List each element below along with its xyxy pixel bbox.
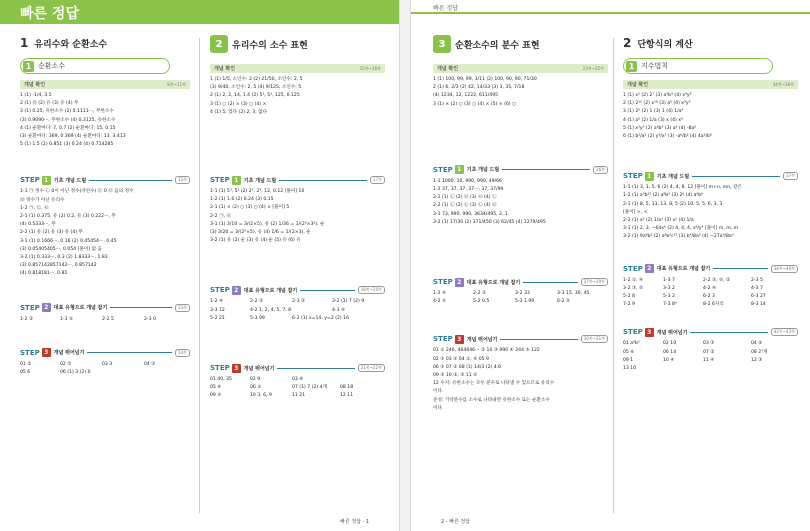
- answer-line: 3-1 (1) 3/10 = 3/(2×5), 유 (2) 1/36 = 1/(2²×3²), 순: [210, 221, 325, 227]
- section-title: 지수법칙: [641, 62, 669, 70]
- answer-row: [623, 340, 798, 348]
- answer-line: 2 (1) 6, 2/3 (2) 42, 14/33 (3) 3, 35, 7/18: [433, 85, 525, 91]
- step-rule: [523, 282, 577, 283]
- answer-cell: 4-3 ④: [332, 307, 346, 313]
- step-rule: [277, 368, 354, 369]
- answer-row: [623, 357, 798, 365]
- step2-heading: [210, 285, 385, 295]
- answer-row: [623, 277, 798, 285]
- step-rule: [110, 307, 172, 308]
- answer-row: [433, 298, 608, 306]
- answer-line: 1-1 ㉠ 정수 ㉡ 0이 아닌 정수(자연수) ㉢ 0 ㉣ 음의 정수: [20, 189, 134, 195]
- step-number: 3: [42, 348, 51, 357]
- chapter-heading: [20, 34, 190, 52]
- answer-cell: 05 6: [20, 370, 31, 376]
- step2-answers: [433, 290, 608, 306]
- right-header-title: 빠른 정답: [433, 5, 459, 12]
- concept-answers: [433, 76, 608, 109]
- answer-line: 06 ③ 07 ② 08 (1) 14/3 (2) 4.6̇: [433, 364, 502, 370]
- step1-answers: [210, 188, 385, 245]
- answer-line: 3 (1) × (2) ○ (3) ○ (4) × (5) × (6) ○: [433, 101, 517, 107]
- step-word: STEP: [623, 328, 643, 337]
- answer-cell: 06 14: [663, 349, 677, 355]
- step-title: 기초 개념 드릴: [466, 167, 500, 174]
- answer-cell: 4-2 ④: [703, 285, 717, 291]
- answer-line: 5 (1) 1.5̇ (2) 0.8̇5̇1̇ (3) 0.2̇4̇ (4) 0.7̇1̇4̇28̇5̇: [20, 142, 114, 148]
- step-rule: [500, 339, 577, 340]
- step-word: STEP: [20, 348, 40, 357]
- step-pages: 18쪽~20쪽: [358, 286, 385, 294]
- step-pages: 37쪽: [783, 172, 798, 180]
- answer-cell: 12 ③: [751, 357, 763, 363]
- step-pages: 17쪽: [370, 176, 385, 184]
- step-title: 개념 뛰어넘기: [466, 336, 498, 343]
- answer-cell: 6-2 (1) x=14, y=2 (2) 16: [292, 315, 350, 321]
- column-divider: [613, 38, 614, 513]
- answer-cell: 1-3 7: [663, 277, 675, 283]
- section-number: 1: [626, 61, 637, 72]
- step-number: 2: [232, 286, 241, 295]
- column-a: [20, 34, 190, 377]
- step-title: 대표 유형으로 개념 잡기: [466, 279, 521, 286]
- step-pages: 42쪽~43쪽: [771, 328, 798, 336]
- answer-cell: 3-3 12: [210, 307, 225, 313]
- answer-cell: 07 (1) 7 (2) 4개: [292, 385, 327, 391]
- step2-answers: [623, 277, 798, 310]
- answer-line: 3-2 (1) 17/30 (2) 371/450 (3) 62/45 (4) 1279/495: [433, 219, 546, 225]
- step2-answers: [20, 316, 190, 324]
- answer-line: 3-2 (1) 0.333···, 0.3̇ (2) 1.8333···, 1.83̇: [20, 255, 108, 261]
- concept-check-bar: [623, 80, 798, 89]
- step-pages: 26쪽: [593, 166, 608, 174]
- answer-row: [210, 298, 385, 306]
- answer-line: 1-1 (1) 3, 1, 5, 6 (2) 4, 4, 8, 12 [풀이] m+n, mn, 같은: [623, 185, 742, 191]
- chapter-heading: [210, 34, 385, 54]
- header-rule: [411, 12, 810, 14]
- page-footer: 2 - 빠른 정답: [441, 519, 471, 525]
- answer-line: (4) 1234, 12, 1222, 611/495: [433, 93, 499, 99]
- right-page: [411, 0, 810, 531]
- step3-heading: [210, 363, 385, 373]
- step-rule: [300, 290, 354, 291]
- answer-line: 2 (1) 2, 2, 14, 1.4 (2) 5³, 5³, 125, 0.125: [210, 93, 300, 99]
- step-rule: [279, 180, 367, 181]
- answer-cell: 11 ④: [703, 357, 715, 363]
- step3-answers: [210, 376, 385, 401]
- answer-line: 2-1 (1) ㉡ (2) ㉣ (3) ㉣ (4) ㉡: [433, 195, 497, 201]
- answer-cell: 3-2 33: [515, 291, 530, 297]
- step-number: 1: [232, 176, 241, 185]
- step-pages: 14쪽: [175, 349, 190, 357]
- answer-line: 1-2 ㉠, ㉢, ㉣: [20, 205, 49, 211]
- answer-cell: 12 11: [340, 393, 354, 399]
- answer-cell: 13 10: [623, 366, 637, 372]
- answer-line: 2-1 (1) × (2) ○ (3) ○ (4) × [풀이] 5: [210, 205, 290, 211]
- answer-cell: 3-3 2: [663, 285, 675, 291]
- answer-line: 2-1 (1) 0.375, 유 (2) 0.2, 유 (3) 0.222···, 무: [20, 214, 116, 220]
- answer-cell: 4-2 1, 2, 4, 5, 7, 8: [250, 307, 292, 313]
- step1-heading: [20, 175, 190, 185]
- step-rule: [89, 180, 172, 181]
- step-title: 기초 개념 드릴: [243, 177, 277, 184]
- step1-answers: [623, 184, 798, 241]
- step3-answers: [623, 340, 798, 373]
- step-word: STEP: [433, 278, 453, 287]
- answer-cell: 02 10: [663, 341, 677, 347]
- answer-line: 2-2 (1) 유 (2) 유 (3) 유 (4) 무: [20, 230, 83, 236]
- step-title: 개념 뛰어넘기: [243, 365, 275, 372]
- answer-row: [210, 315, 385, 323]
- answer-line: 3-1 (1) 0.1666···, 0.16̇ (2) 0.45454···, 0.4̇5̇: [20, 238, 117, 244]
- answer-cell: 1-2 ④: [433, 291, 447, 297]
- answer-cell: 07 ②: [703, 349, 715, 355]
- step-pages: 12쪽: [175, 176, 190, 184]
- answer-cell: 05 ④: [210, 385, 222, 391]
- answer-line: 3-1 73, 990, 990, 3634/495, 2, 1: [433, 211, 508, 217]
- step-number: 2: [645, 264, 654, 273]
- chapter-title: 단항식의 계산: [637, 39, 693, 50]
- answer-line: 2-2 (1) x² (2) 1/a³ (3) x² (4) 1/a: [623, 218, 694, 224]
- answer-cell: 4-3 7: [751, 285, 763, 291]
- concept-check-bar: [20, 80, 190, 89]
- answer-cell: 06 ①: [250, 385, 262, 391]
- answer-cell: 02 9: [250, 377, 261, 383]
- answer-cell: 2-2 ③, ⑤, ②: [703, 277, 731, 283]
- step-number: 2: [42, 303, 51, 312]
- section-heading: [623, 58, 773, 74]
- answer-line: ㉤ 정수가 아닌 유리수: [20, 197, 65, 203]
- chapter-heading: [433, 34, 608, 54]
- answer-row: [210, 307, 385, 315]
- column-divider: [199, 38, 200, 513]
- step-pages: 27쪽~29쪽: [581, 278, 608, 286]
- answer-line: 1-2 37, 37, 37, 37···, 37, 37/99: [433, 187, 504, 193]
- answer-cell: 2-3 5: [751, 277, 763, 283]
- chapter-number-box: [433, 35, 451, 53]
- answer-cell: 5-3 1.0̇9̇: [515, 299, 535, 305]
- step-word: STEP: [20, 303, 40, 312]
- chapter-title: 유리수의 소수 표현: [232, 40, 308, 51]
- answer-line: 1-1 1000, 10, 990, 990, 49/66: [433, 178, 502, 184]
- answer-cell: 03 3: [102, 361, 113, 367]
- answer-cell: 2-2 5: [102, 316, 114, 322]
- chapter-title: 순환소수의 분수 표현: [455, 40, 540, 51]
- answer-cell: 5-2 0.5̇: [473, 299, 490, 305]
- step-rule: [690, 332, 767, 333]
- answer-cell: 5-2 8: [623, 294, 635, 300]
- answer-line: 12 수지: 유한소수는 모두 분수로 나타낼 수 있으므로 유리수: [433, 381, 555, 387]
- answer-line: 1-1 (1) 5³, 5³ (2) 2², 2², 12, 0.12 [풀이] 10: [210, 189, 305, 195]
- answer-line: 2-2 (1) ㉡ (2) ㉢ (3) ㉡ (4) ㉣: [433, 203, 497, 209]
- step-title: 개념 뛰어넘기: [656, 329, 688, 336]
- answer-line: 1-2 (1) 1.6 (2) 0.24 (3) 0.15: [210, 197, 274, 203]
- answer-line: 1 (1) x⁵ (2) 2⁷ (3) a⁹b⁴ (4) x⁴y⁵: [623, 93, 692, 98]
- answer-line: 3 (1) ○ (2) × (3) ○ (4) ×: [210, 101, 267, 107]
- answer-line: 01 ① 246, 464646··· ② 10 ③ 990 ④ 244 ⑤ 122: [433, 348, 540, 354]
- answer-cell: 1-3 ⑤: [60, 316, 74, 322]
- answer-line: 3-2 (1) 9a⁸b² (2) a⁶b³c¹⁵ (3) b⁴/8a³ (4) −27a⁹/8a³: [623, 234, 734, 240]
- step1-answers: [20, 188, 190, 278]
- step2-heading: [20, 303, 190, 313]
- answer-line: 4 (1) a⁶ (2) 1/a (3) x (4) x⁶: [623, 117, 683, 123]
- answer-line: (3) 0.9090···, 무한소수 (4) 0.3125, 유한소수: [20, 117, 116, 123]
- answer-line: 이다.: [433, 389, 444, 395]
- step-word: STEP: [623, 264, 643, 273]
- step-title: 기초 개념 드릴: [53, 177, 87, 184]
- step1-answers: [433, 178, 608, 227]
- book-gutter: [399, 0, 411, 531]
- answer-cell: 7-3 8⁴: [663, 302, 677, 308]
- concept-check-title: 개념 확인: [437, 66, 459, 72]
- answer-line: (4) 0.818181···, 0.8̇1̇: [20, 271, 68, 277]
- step-word: STEP: [210, 286, 230, 295]
- section-number: 1: [23, 61, 34, 72]
- step1-heading: [210, 175, 385, 185]
- answer-line: [풀이] >, <: [623, 209, 648, 215]
- answer-cell: 6-2 3: [703, 294, 715, 300]
- concept-check-title: 개념 확인: [214, 66, 236, 72]
- answer-row: [433, 290, 608, 298]
- answer-row: [20, 361, 190, 369]
- answer-cell: 05 ⑥: [623, 349, 635, 355]
- step2-heading: [433, 277, 608, 287]
- step-pages: 30쪽~31쪽: [581, 335, 608, 343]
- section-title: 순환소수: [38, 62, 66, 70]
- answer-cell: 10 ④: [663, 357, 675, 363]
- answer-row: [210, 384, 385, 392]
- chapter-heading: [623, 34, 798, 52]
- answer-line: 1 (1) 100, 99, 99, 3/11 (2) 100, 90, 90, 71/30: [433, 77, 537, 82]
- answer-cell: 8-3 14: [751, 302, 766, 308]
- answer-cell: 01 ②: [20, 361, 32, 367]
- answer-cell: 1-2 ②: [20, 316, 34, 322]
- answer-cell: 01 40, 35: [210, 377, 232, 383]
- answer-cell: 1-2 ①, ④: [623, 277, 644, 283]
- step-rule: [692, 176, 780, 177]
- section-heading: [20, 58, 170, 74]
- step-number: 1: [645, 172, 654, 181]
- answer-cell: 08 18: [340, 385, 354, 391]
- answer-line: 2-2 ㉠, ㉣: [210, 213, 232, 219]
- answer-cell: 02 ③: [60, 361, 72, 367]
- answer-line: 3-1 (1) 2, 3, −64x⁶ (2) 4, 4, 4, x⁸/y⁴ [풀이] m, m, m: [623, 226, 739, 232]
- concept-answers: [623, 92, 798, 141]
- chapter-title: 유리수와 순환소수: [34, 39, 108, 50]
- concept-answers: [20, 92, 190, 149]
- step-rule: [713, 268, 767, 269]
- step-title: 개념 뛰어넘기: [53, 350, 85, 357]
- step-number: 1: [455, 165, 464, 174]
- step2-answers: [210, 298, 385, 323]
- step-pages: 21쪽~22쪽: [358, 364, 385, 372]
- answer-cell: 6-3 27: [751, 294, 766, 300]
- concept-check-pages: 8쪽~11쪽: [167, 81, 186, 87]
- chapter-number: 2: [623, 36, 632, 50]
- answer-cell: 5-3 99: [250, 315, 265, 321]
- step-pages: 38쪽~40쪽: [771, 265, 798, 273]
- answer-line: 1 (1) -1/4, 3.5: [20, 93, 52, 98]
- answer-cell: 06 (1) 3 (2) 0: [60, 370, 91, 376]
- concept-check-pages: 23쪽~25쪽: [582, 65, 604, 71]
- concept-check-bar: [210, 64, 385, 73]
- step3-heading: [433, 334, 608, 344]
- page-footer: 빠른 정답 · 1: [340, 519, 369, 525]
- answer-cell: 03 ④: [292, 377, 304, 383]
- step-title: 대표 유형으로 개념 잡기: [656, 266, 711, 273]
- answer-row: [623, 301, 798, 309]
- step-rule: [502, 169, 590, 170]
- right-header-bar: [411, 0, 810, 14]
- answer-cell: 4-2 ⑤: [433, 299, 447, 305]
- step3-heading: [20, 348, 190, 358]
- left-header-bar: [0, 0, 399, 24]
- answer-line: 2 (1) 2¹⁰ (2) x¹⁸ (3) a⁶ (4) x⁹y⁵: [623, 101, 691, 107]
- answer-line: 3-2 (1) 유 (2) 순 (3) 유 (4) 순 (5) 유 (6) 유: [210, 238, 301, 244]
- answer-cell: 5-3 2: [663, 294, 675, 300]
- answer-row: [20, 316, 190, 324]
- step-number: 3: [232, 364, 241, 373]
- answer-line: (3) 0.857142857142···, 0.8̇57142̇: [20, 263, 97, 269]
- step-word: STEP: [433, 335, 453, 344]
- concept-check-title: 개념 확인: [627, 82, 649, 88]
- answer-cell: 09 1: [623, 357, 634, 363]
- answer-line: (3) 3/20 = 3/(2²×5), 유 (4) 1/6 = 1/(2×3), 순: [210, 230, 311, 236]
- step3-answers: [20, 361, 190, 377]
- answer-line: 6 (1) b²/a² (2) y⁹/x³ (3) -a⁶/b³ (4) 4a²/b⁶: [623, 134, 712, 140]
- answer-cell: 04 ③: [144, 361, 156, 367]
- chapter-number-box: [210, 35, 228, 53]
- answer-line: 5 (1) x³y³ (2) a⁶b⁹ (3) a⁴ (4) -8a⁶: [623, 125, 697, 131]
- answer-line: 4 (1) 5, 있다 (2) 2, 3, 없다: [210, 109, 268, 115]
- answer-line: (3) 0.05405405···, 0.0̇54̇ [풀이] 없 음: [20, 246, 102, 252]
- answer-line: 4 (1) 순환마디: 7, 0.7̇ (2) 순환마디: 15, 0.1̇5̇: [20, 125, 116, 131]
- chapter-number: 1: [20, 36, 29, 50]
- step-word: STEP: [210, 176, 230, 185]
- answer-row: [210, 376, 385, 384]
- step-title: 기초 개념 드릴: [656, 173, 690, 180]
- answer-cell: 5-2 21: [210, 315, 225, 321]
- step2-heading: [623, 264, 798, 274]
- answer-cell: 2-2 ③: [250, 299, 264, 305]
- answer-line: 2-1 (1) 8, 5, 13, 13, 8, 5 (2) 10, 5, 5, 6, 3, 3: [623, 201, 723, 207]
- answer-cell: 1-2 ④: [210, 299, 224, 305]
- concept-check-bar: [433, 64, 608, 73]
- answer-cell: 7-2 9: [623, 302, 635, 308]
- answer-line: 09 ③ 10 ②, ③ 11 ⑤: [433, 373, 478, 379]
- step-word: STEP: [210, 364, 230, 373]
- step-rule: [87, 352, 172, 353]
- answer-line: 3 (1) 0.25, 유한소수 (2) 0.1111···, 무한소수: [20, 109, 114, 115]
- concept-answers: [210, 76, 385, 117]
- step-number: 3: [645, 328, 654, 337]
- step-word: STEP: [623, 172, 643, 181]
- step-title: 대표 유형으로 개념 잡기: [243, 287, 298, 294]
- concept-check-pages: 34쪽~36쪽: [772, 81, 794, 87]
- step1-heading: [623, 171, 798, 181]
- answer-cell: 10 3, 6, 9: [250, 393, 272, 399]
- answer-cell: 3-3 15, 30, 45: [557, 291, 590, 297]
- concept-check-title: 개념 확인: [24, 82, 46, 88]
- column-c: [433, 34, 608, 413]
- answer-line: 이다.: [433, 405, 444, 411]
- answer-cell: 8-2 6자리: [703, 302, 724, 308]
- answer-line: (3) 순환마디: 369, 0.3̇6̇9̇ (4) 순환마디: 13, 3.4̇1̇3̇: [20, 134, 126, 140]
- left-page: [0, 0, 399, 531]
- answer-line: 3 (1) 2⁵ (2) 1 (3) 1 (4) 1/a⁴: [623, 109, 684, 115]
- column-d: [623, 34, 798, 373]
- step-title: 대표 유형으로 개념 잡기: [53, 305, 108, 312]
- step-pages: 13쪽: [175, 304, 190, 312]
- answer-line: (3) 9/40, 소인수: 2, 5 (4) 9/125, 소인수: 5: [210, 85, 302, 91]
- answer-row: [623, 293, 798, 301]
- answer-cell: 08 2⁷개: [751, 349, 768, 355]
- answer-line: 1 (1) 1/5, 소인수: 2 (2) 21/50, 소인수: 2, 5: [210, 77, 303, 82]
- answer-row: [623, 365, 798, 373]
- answer-cell: 2-3 0: [144, 316, 156, 322]
- answer-row: [623, 285, 798, 293]
- step-number: 2: [455, 278, 464, 287]
- chapter-number: 3: [435, 36, 449, 52]
- answer-cell: 6-2 ⑤: [557, 299, 571, 305]
- concept-check-pages: 15쪽~16쪽: [359, 65, 381, 71]
- answer-cell: 2-2 ②: [473, 291, 487, 297]
- chapter-number: 2: [212, 36, 226, 52]
- answer-line: 1-2 (1) a⁹b¹⁵ (2) a⁸b³ (3) 2⁶ (4) a⁶b⁶: [623, 193, 704, 199]
- step1-heading: [433, 165, 608, 175]
- answer-row: [20, 369, 190, 377]
- step3-answers: [433, 347, 608, 413]
- answer-row: [210, 392, 385, 400]
- column-b: [210, 34, 385, 401]
- answer-cell: 01 a⁶b³: [623, 341, 640, 347]
- step3-heading: [623, 327, 798, 337]
- answer-line: 02 ③ 03 ⑤ 04 ①, ④ 05 9: [433, 356, 489, 362]
- answer-cell: 3-2 ③, ⑤: [623, 285, 644, 291]
- answer-cell: 2-3 ③: [292, 299, 306, 305]
- step-number: 1: [42, 176, 51, 185]
- answer-line: 준성: 기약분수를 소수로 나타내면 유한소수 또는 순환소수: [433, 397, 550, 403]
- answer-cell: 11 21: [292, 393, 306, 399]
- answer-cell: 3-2 (1) 7 (2) 9: [332, 299, 365, 305]
- step-word: STEP: [433, 165, 453, 174]
- answer-line: 2 (1) 유 (2) 유 (3) 유 (4) 무: [20, 101, 79, 107]
- step-number: 3: [455, 335, 464, 344]
- answer-cell: 03 ③: [703, 341, 715, 347]
- answer-cell: 04 ⑤: [751, 341, 763, 347]
- answer-cell: 09 ⑤: [210, 393, 222, 399]
- answer-line: (4) 0.5333···, 무: [20, 222, 56, 228]
- answer-row: [623, 349, 798, 357]
- step-word: STEP: [20, 176, 40, 185]
- left-header-title: 빠른 정답: [20, 6, 79, 22]
